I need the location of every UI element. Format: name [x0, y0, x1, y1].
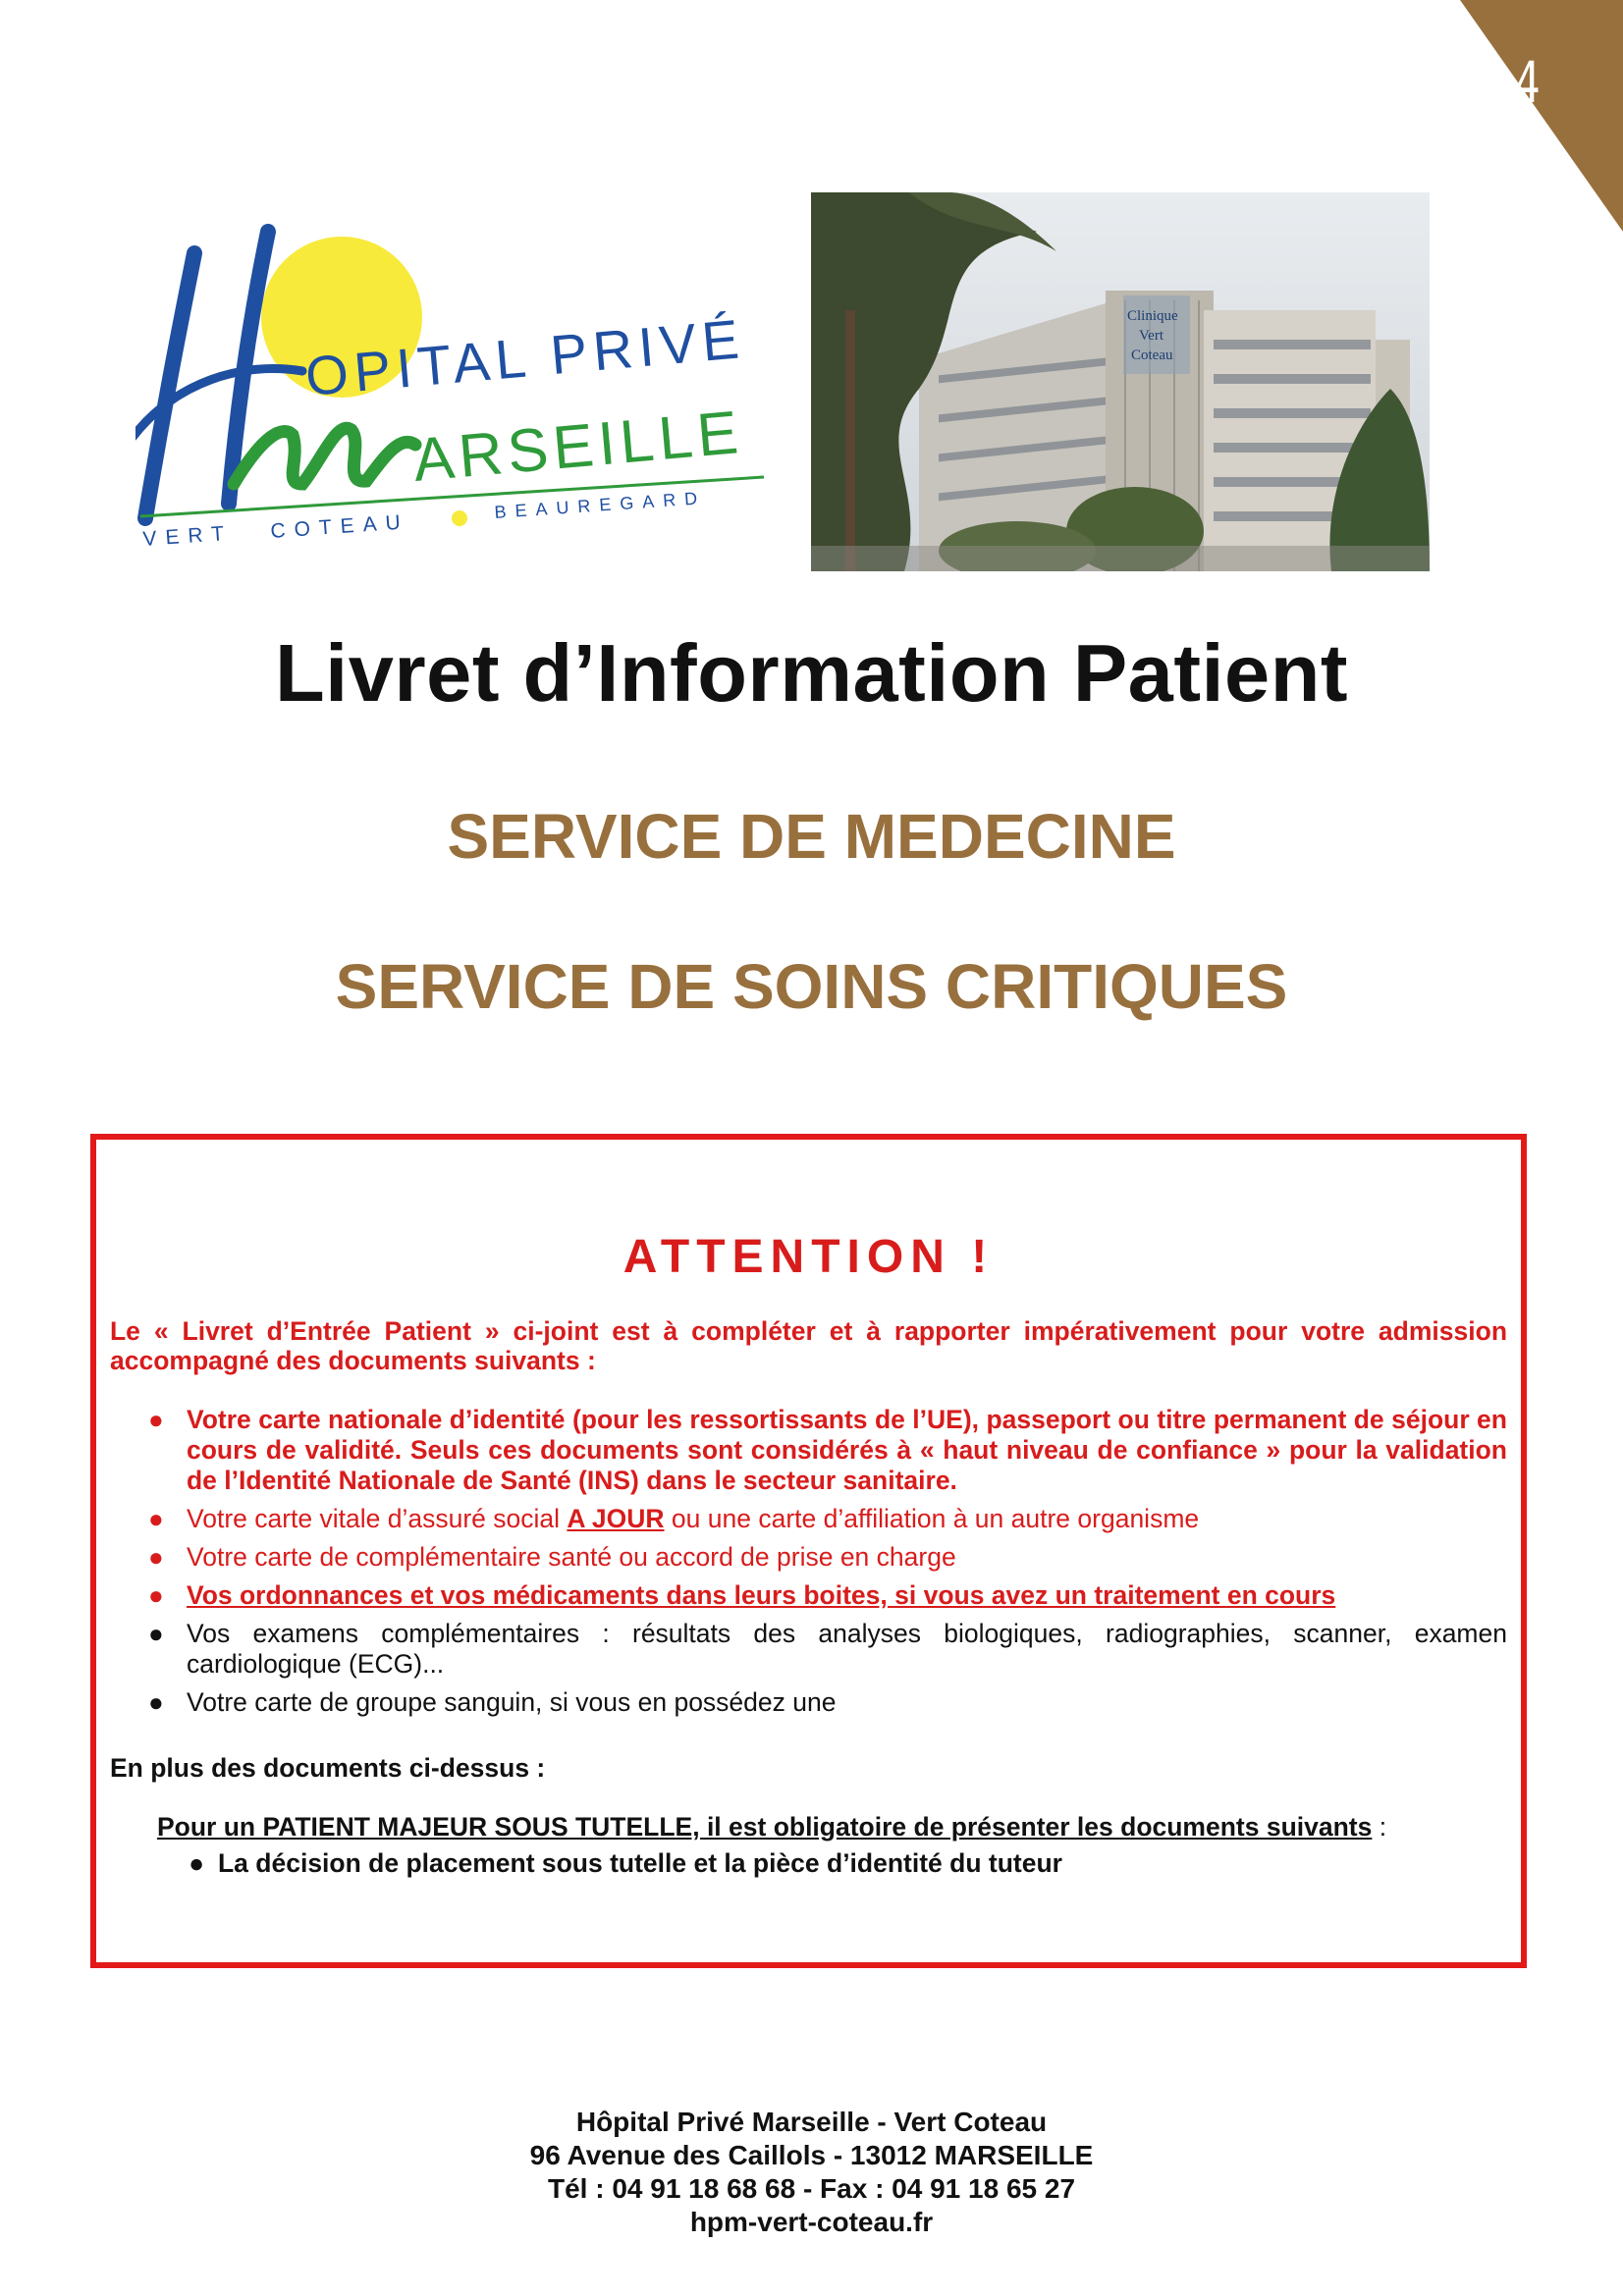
- photo-sign-line-1: Clinique: [1127, 308, 1178, 324]
- item-exams-text: Vos examens complémentaires : résultats des analyses biologiques, radiographies, scanner, examen cardiologique (ECG)...: [187, 1619, 1507, 1679]
- item-prescriptions-text: Vos ordonnances et vos médicaments dans leurs boites, si vous avez un traitement en cours: [187, 1580, 1336, 1610]
- item-id-card-text: Votre carte nationale d’identité (pour les ressortissants de l’UE), passeport ou titre permanent de séjour en cours de validité. Seuls ces documents sont considérés à « haut niveau de confiance » pour la validation de l’Identité Nationale de Santé (INS) dans le secteur sanitaire.: [187, 1405, 1507, 1495]
- subtitle-medecine: SERVICE DE MEDECINE: [447, 801, 1176, 872]
- item-vitale-emphasis: A JOUR: [567, 1504, 665, 1533]
- attention-notice-box: [90, 1134, 1527, 1968]
- photo-sign-line-2: Vert: [1139, 328, 1163, 344]
- footer-address: [0, 2106, 1623, 2239]
- document-title: Livret d’Information Patient: [274, 627, 1349, 719]
- tutelle-heading-line: [157, 1812, 1386, 1842]
- logo-word-beauregard: BEAUREGARD: [493, 487, 707, 522]
- hospital-logo: [135, 224, 764, 558]
- logo-line-1: OPITAL PRIVÉ: [302, 307, 747, 407]
- tutelle-list-item: [189, 1848, 1062, 1879]
- logo-word-coteau: COTEAU: [269, 510, 410, 543]
- tutelle-colon: :: [1372, 1812, 1387, 1842]
- bullet-icon: ●: [148, 1542, 164, 1572]
- tutelle-item-text: La décision de placement sous tutelle et la pièce d’identité du tuteur: [218, 1848, 1062, 1878]
- list-item-exams: [96, 1619, 1507, 1680]
- bullet-icon: ●: [148, 1687, 164, 1717]
- list-item-id-card: [96, 1405, 1507, 1496]
- item-blood-group-text: Votre carte de groupe sanguin, si vous en possédez une: [187, 1687, 837, 1717]
- page-number: 4: [1514, 49, 1541, 116]
- building-photo: [811, 192, 1430, 571]
- attention-heading: ATTENTION !: [622, 1231, 995, 1283]
- bullet-icon: ●: [189, 1848, 205, 1878]
- extra-documents-label: En plus des documents ci-dessus :: [110, 1753, 546, 1783]
- footer-phone-fax: Tél : 04 91 18 68 68 - Fax : 04 91 18 65 27: [547, 2173, 1076, 2204]
- logo-line-2: ARSEILLE: [410, 398, 746, 495]
- footer-website: hpm-vert-coteau.fr: [689, 2207, 934, 2237]
- bullet-icon: ●: [148, 1619, 164, 1648]
- tutelle-heading: Pour un PATIENT MAJEUR SOUS TUTELLE, il est obligatoire de présenter les documents suivants: [157, 1812, 1373, 1842]
- bullet-icon: ●: [148, 1405, 164, 1434]
- bullet-icon: ●: [148, 1504, 164, 1533]
- bullet-icon: ●: [148, 1580, 164, 1610]
- item-mutuelle-text: Votre carte de complémentaire santé ou accord de prise en charge: [187, 1542, 956, 1572]
- footer-hospital-name: Hôpital Privé Marseille - Vert Coteau: [575, 2107, 1048, 2137]
- list-item-prescriptions: [96, 1580, 1507, 1611]
- logo-word-vert: VERT: [141, 521, 234, 551]
- list-item-mutuelle: [96, 1542, 1507, 1573]
- item-vitale-text-before: Votre carte vitale d’assuré social: [187, 1504, 568, 1533]
- footer-street-address: 96 Avenue des Caillols - 13012 MARSEILLE: [529, 2140, 1094, 2170]
- list-item-vitale: [96, 1504, 1507, 1534]
- photo-sign-line-3: Coteau: [1131, 347, 1173, 363]
- required-documents-list: [96, 1405, 1507, 1726]
- list-item-blood-group: [96, 1687, 1507, 1718]
- item-vitale-text-after: ou une carte d’affiliation à un autre organisme: [664, 1504, 1200, 1533]
- subtitle-soins-critiques: SERVICE DE SOINS CRITIQUES: [335, 951, 1288, 1022]
- notice-intro: Le « Livret d’Entrée Patient » ci-joint est à compléter et à rapporter impérativement pour votre admission accompagné des documents suivants :: [110, 1316, 1507, 1375]
